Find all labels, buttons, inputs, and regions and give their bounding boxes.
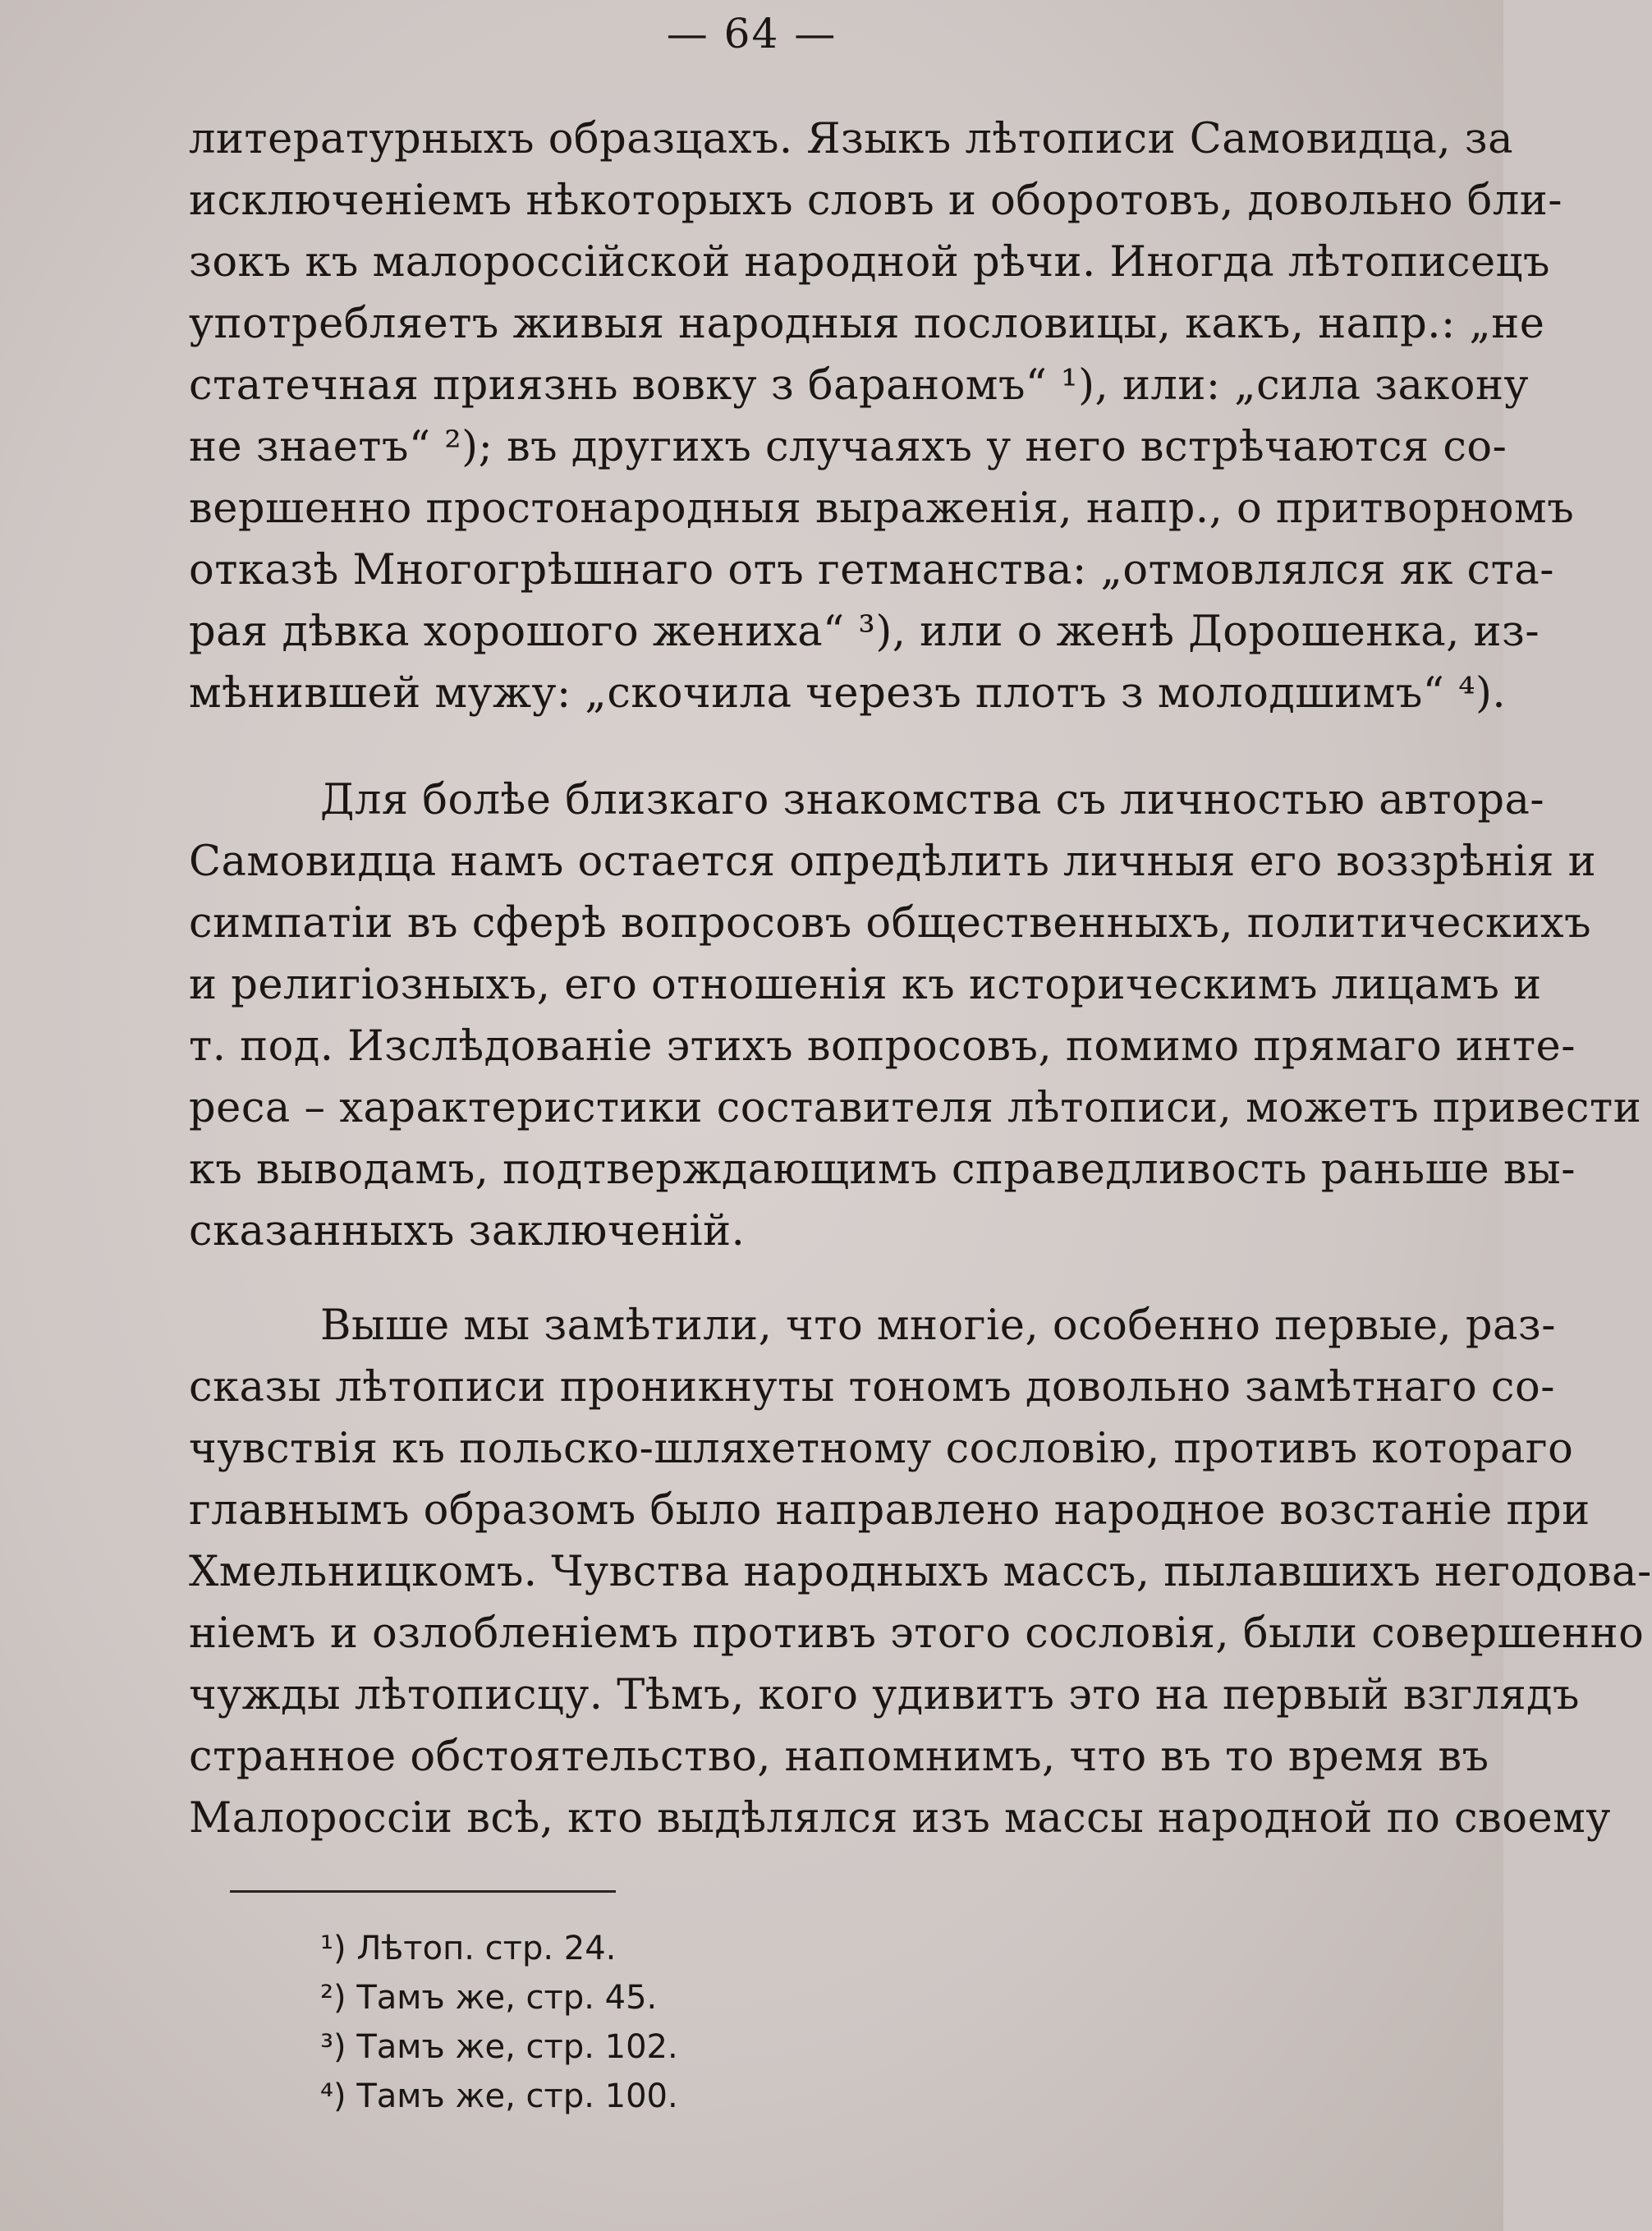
text-line: главнымъ образомъ было направлено народное возстаніе при <box>189 1486 1590 1535</box>
text-line: Самовидца намъ остается опредѣлить личныя его воззрѣнія и <box>189 838 1597 886</box>
text-line: Выше мы замѣтили, что многіе, особенно первые, раз- <box>320 1301 1556 1350</box>
text-line: чувствія къ польско-шляхетному сословію, противъ котораго <box>189 1425 1574 1473</box>
footnote-divider <box>230 1890 616 1893</box>
text-line: странное обстоятельство, напомнимъ, что въ то время въ <box>189 1733 1489 1781</box>
text-line: литературныхъ образцахъ. Языкъ лѣтописи Самовидца, за <box>189 115 1514 163</box>
text-line: чужды лѣтописцу. Тѣмъ, кого удивитъ это на первый взглядъ <box>189 1671 1580 1719</box>
text-line: сказанныхъ заключеній. <box>189 1207 746 1256</box>
text-line: Для болѣе близкаго знакомства съ личностью автора- <box>320 776 1545 824</box>
text-line: и религіозныхъ, его отношенія къ историческимъ лицамъ и <box>189 961 1542 1009</box>
text-line: симпатіи въ сферѣ вопросовъ общественныхъ, политическихъ <box>189 899 1592 948</box>
text-line: исключеніемъ нѣкоторыхъ словъ и оборотовъ, довольно бли- <box>189 177 1563 225</box>
footnote: ¹) Лѣтоп. стр. 24. <box>320 1930 617 1967</box>
text-line: ніемъ и озлобленіемъ противъ этого сословія, были совершенно <box>189 1609 1645 1658</box>
text-line: сказы лѣтописи проникнуты тономъ довольно замѣтнаго со- <box>189 1363 1555 1412</box>
text-line: реса – характеристики составителя лѣтописи, можетъ привести <box>189 1084 1642 1132</box>
text-line: мѣнившей мужу: „скочила черезъ плотъ з молодшимъ“ ⁴). <box>189 669 1507 718</box>
page-number: — 64 — <box>666 10 837 57</box>
text-line: рая дѣвка хорошого жениха“ ³), или о женѣ Дорошенка, из- <box>189 608 1540 656</box>
text-line: употребляетъ живыя народныя пословицы, какъ, напр.: „не <box>189 300 1545 348</box>
text-line: не знаетъ“ ²); въ другихъ случаяхъ у него встрѣчаются со- <box>189 423 1507 471</box>
text-line: отказѣ Многогрѣшнаго отъ гетманства: „отмовлялся як ста- <box>189 546 1554 594</box>
footnote: ³) Тамъ же, стр. 102. <box>320 2028 678 2066</box>
footnote: ²) Тамъ же, стр. 45. <box>320 1979 658 2017</box>
text-line: Хмельницкомъ. Чувства народныхъ массъ, пылавшихъ негодова- <box>189 1548 1652 1596</box>
text-line: Малороссіи всѣ, кто выдѣлялся изъ массы народной по своему <box>189 1794 1611 1843</box>
footnote: ⁴) Тамъ же, стр. 100. <box>320 2077 678 2115</box>
text-line: т. под. Изслѣдованіе этихъ вопросовъ, помимо прямаго инте- <box>189 1022 1576 1071</box>
text-line: зокъ къ малороссійской народной рѣчи. Иногда лѣтописецъ <box>189 238 1550 287</box>
text-line: къ выводамъ, подтверждающимъ справедливость раньше вы- <box>189 1145 1576 1194</box>
text-line: статечная приязнь вовку з бараномъ“ ¹), или: „сила закону <box>189 361 1530 410</box>
text-line: вершенно простонародныя выраженія, напр., о притворномъ <box>189 484 1575 533</box>
